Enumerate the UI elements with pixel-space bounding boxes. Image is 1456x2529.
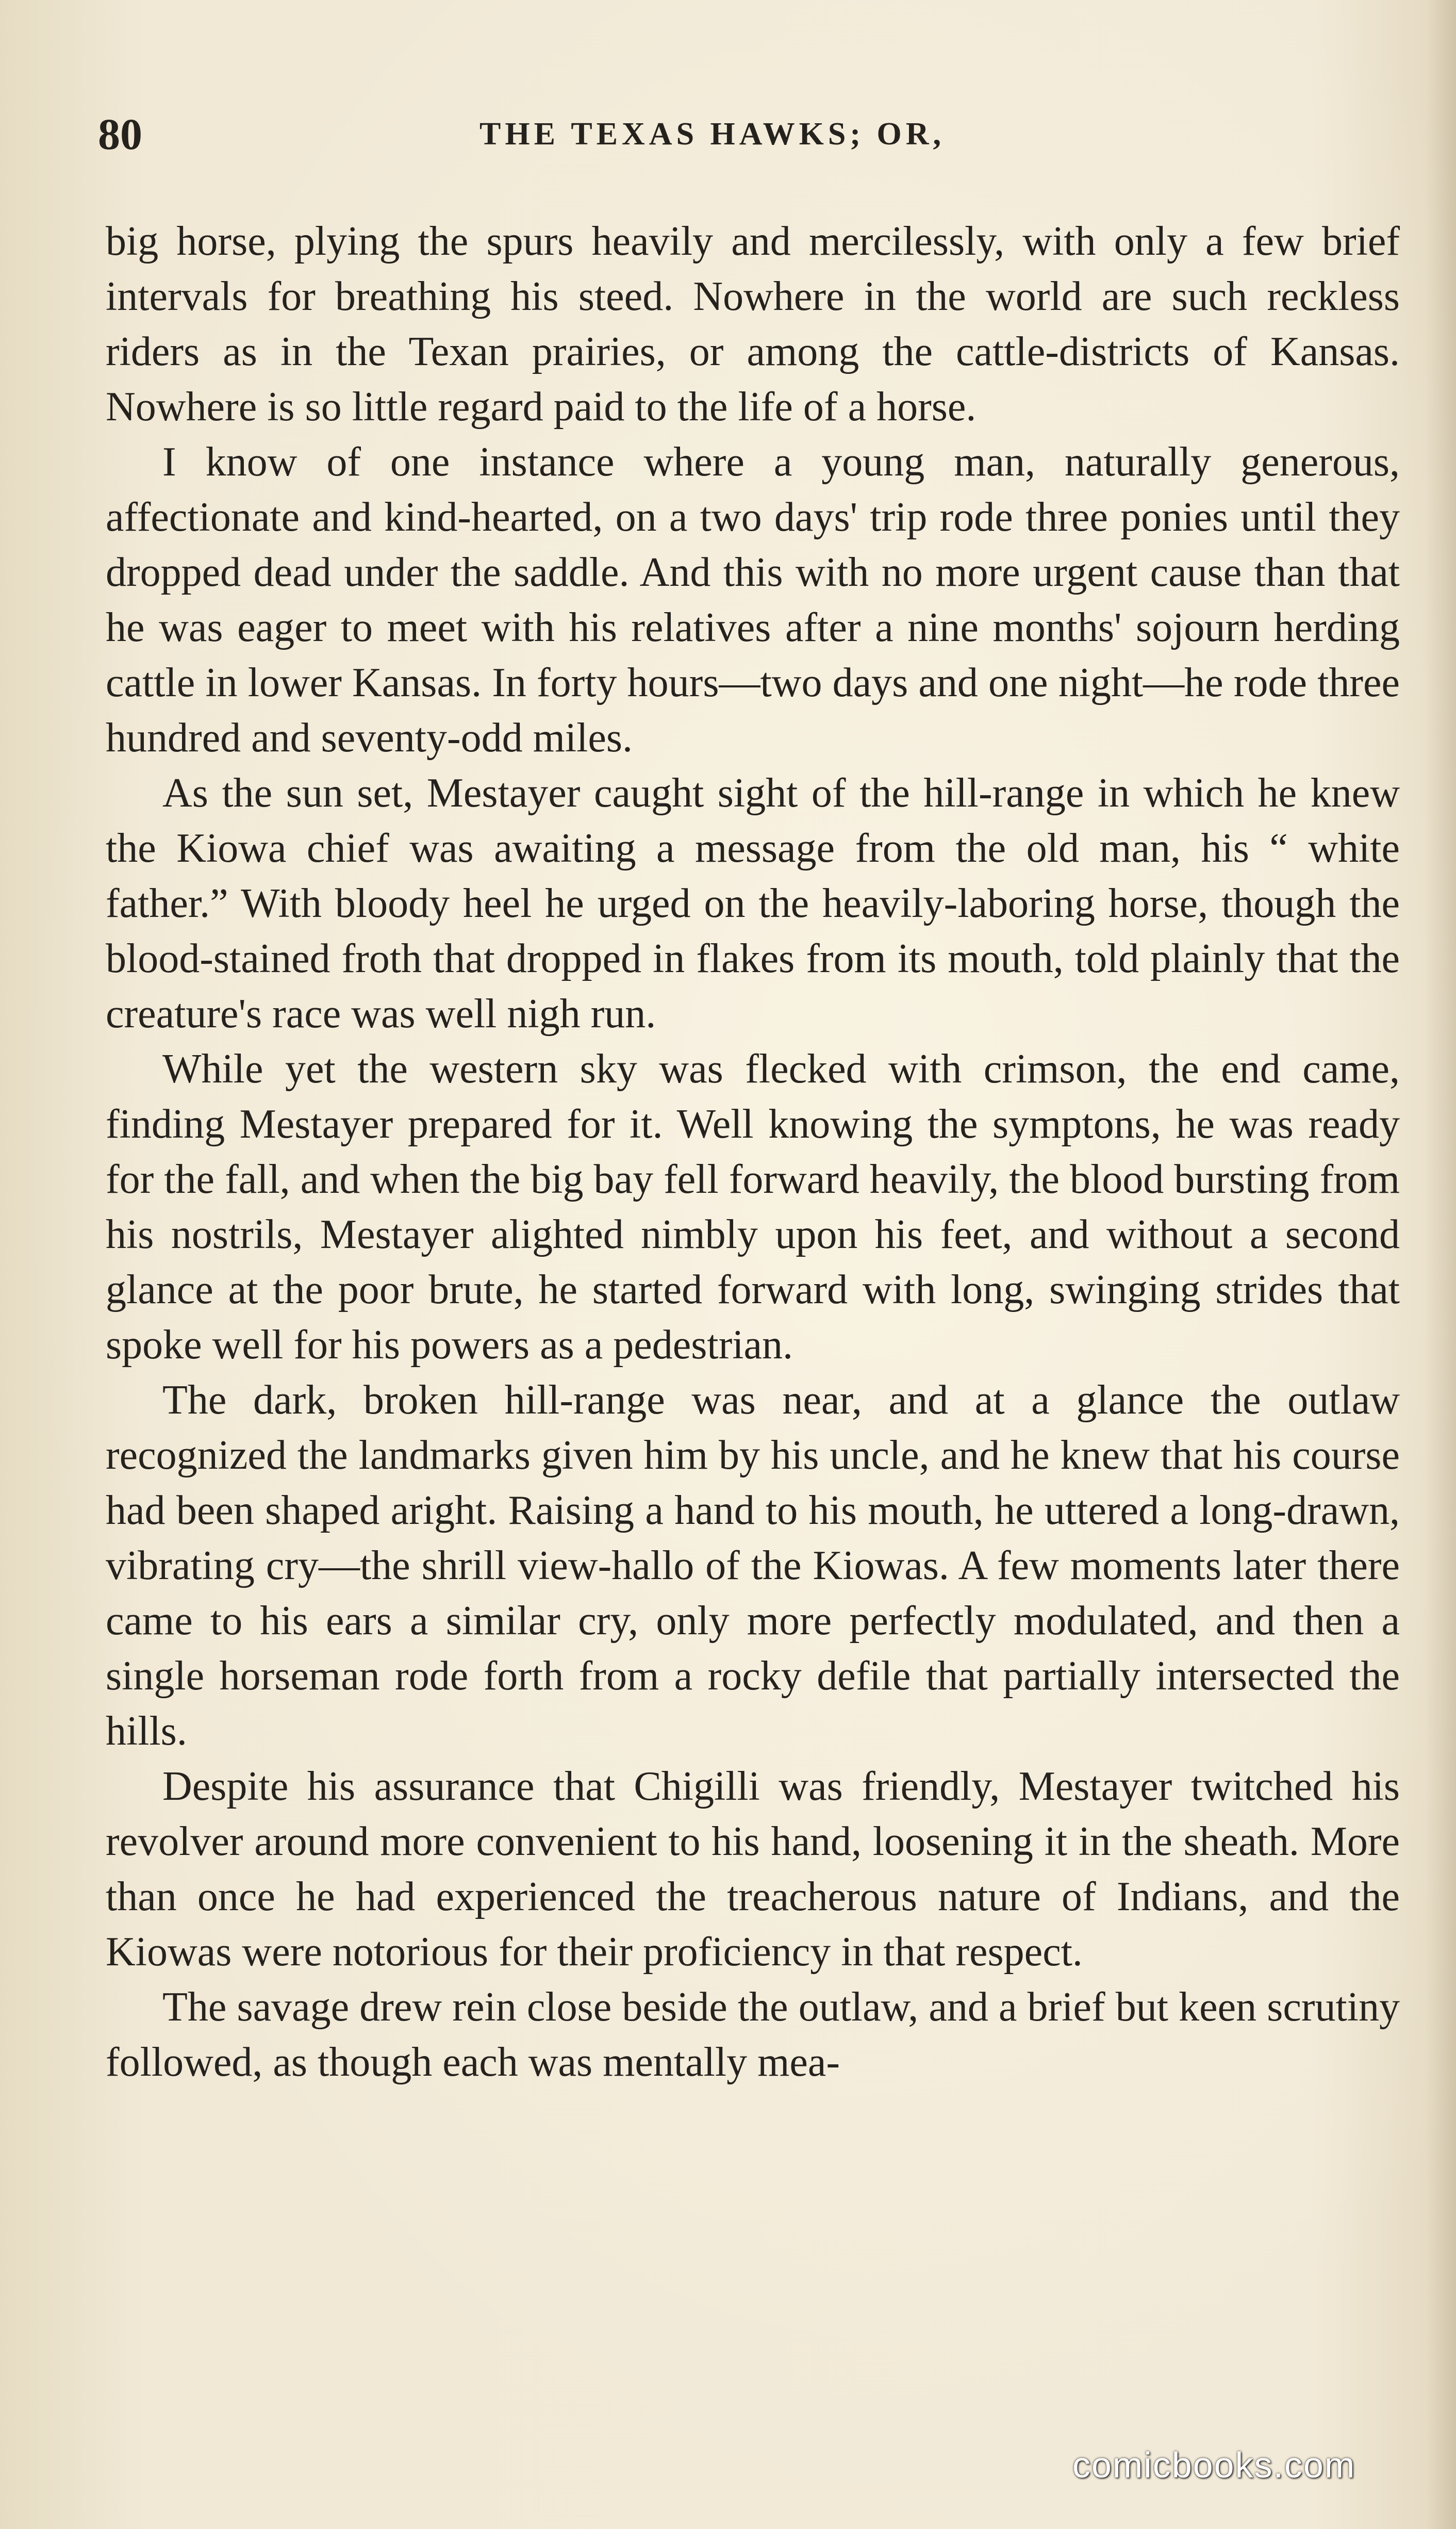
paragraph: The dark, broken hill-range was near, and at a glance the outlaw recognized the landmarks given him by his uncle, and he knew that his course had been shaped aright. Raising a hand to his mouth, he uttered a long-drawn, vibrating cry—the shrill view-hallo of the Kiowas. A few moments later there came to his ears a similar cry, only more perfectly modulated, and then a single horseman rode forth from a rocky defile that partially intersected the hills. (106, 1377, 1400, 1754)
running-head: THE TEXAS HAWKS; OR, (479, 117, 946, 152)
watermark: comicbooks.com (1072, 2445, 1356, 2485)
page-edge-shadow (1425, 0, 1456, 2529)
paragraph: I know of one instance where a young man, naturally generous, affectionate and kind-hearted, on a two days' trip rode three ponies until they dropped dead under the saddle. And this with no more urgent cause than that he was eager to meet with his relatives after a nine months' sojourn herding cattle in lower Kansas. In forty hours—two days and one night—he rode three hundred and seventy-odd miles. (106, 439, 1400, 761)
body-text (106, 214, 1400, 2090)
paragraph: While yet the western sky was flecked with crimson, the end came, finding Mestayer prepared for it. Well knowing the symptons, he was ready for the fall, and when the big bay fell forward heavily, the blood bursting from his nostrils, Mestayer alighted nimbly upon his feet, and without a second glance at the poor brute, he started forward with long, swinging strides that spoke well for his powers as a pedestrian. (106, 1046, 1400, 1368)
paragraph: As the sun set, Mestayer caught sight of the hill-range in which he knew the Kiowa chief was awaiting a message from the old man, his “ white father.” With bloody heel he urged on the heavily-laboring horse, though the blood-stained froth that dropped in flakes from its mouth, told plainly that the creature's race was well nigh run. (106, 770, 1400, 1037)
paragraph: Despite his assurance that Chigilli was friendly, Mestayer twitched his revolver around more convenient to his hand, loosening it in the sheath. More than once he had experienced the treacherous nature of Indians, and the Kiowas were notorious for their proficiency in that respect. (106, 1764, 1400, 1975)
page-header (98, 106, 1402, 162)
paragraph: big horse, plying the spurs heavily and mercilessly, with only a few brief intervals for breathing his steed. Nowhere in the world are such reckless riders as in the Texan prairies, or among the cattle-districts of Kansas. Nowhere is so little regard paid to the life of a horse. (106, 219, 1400, 430)
page-number: 80 (98, 109, 142, 159)
paragraph: The savage drew rein close beside the outlaw, and a brief but keen scrutiny followed, as though each was mentally mea- (106, 1984, 1400, 2085)
